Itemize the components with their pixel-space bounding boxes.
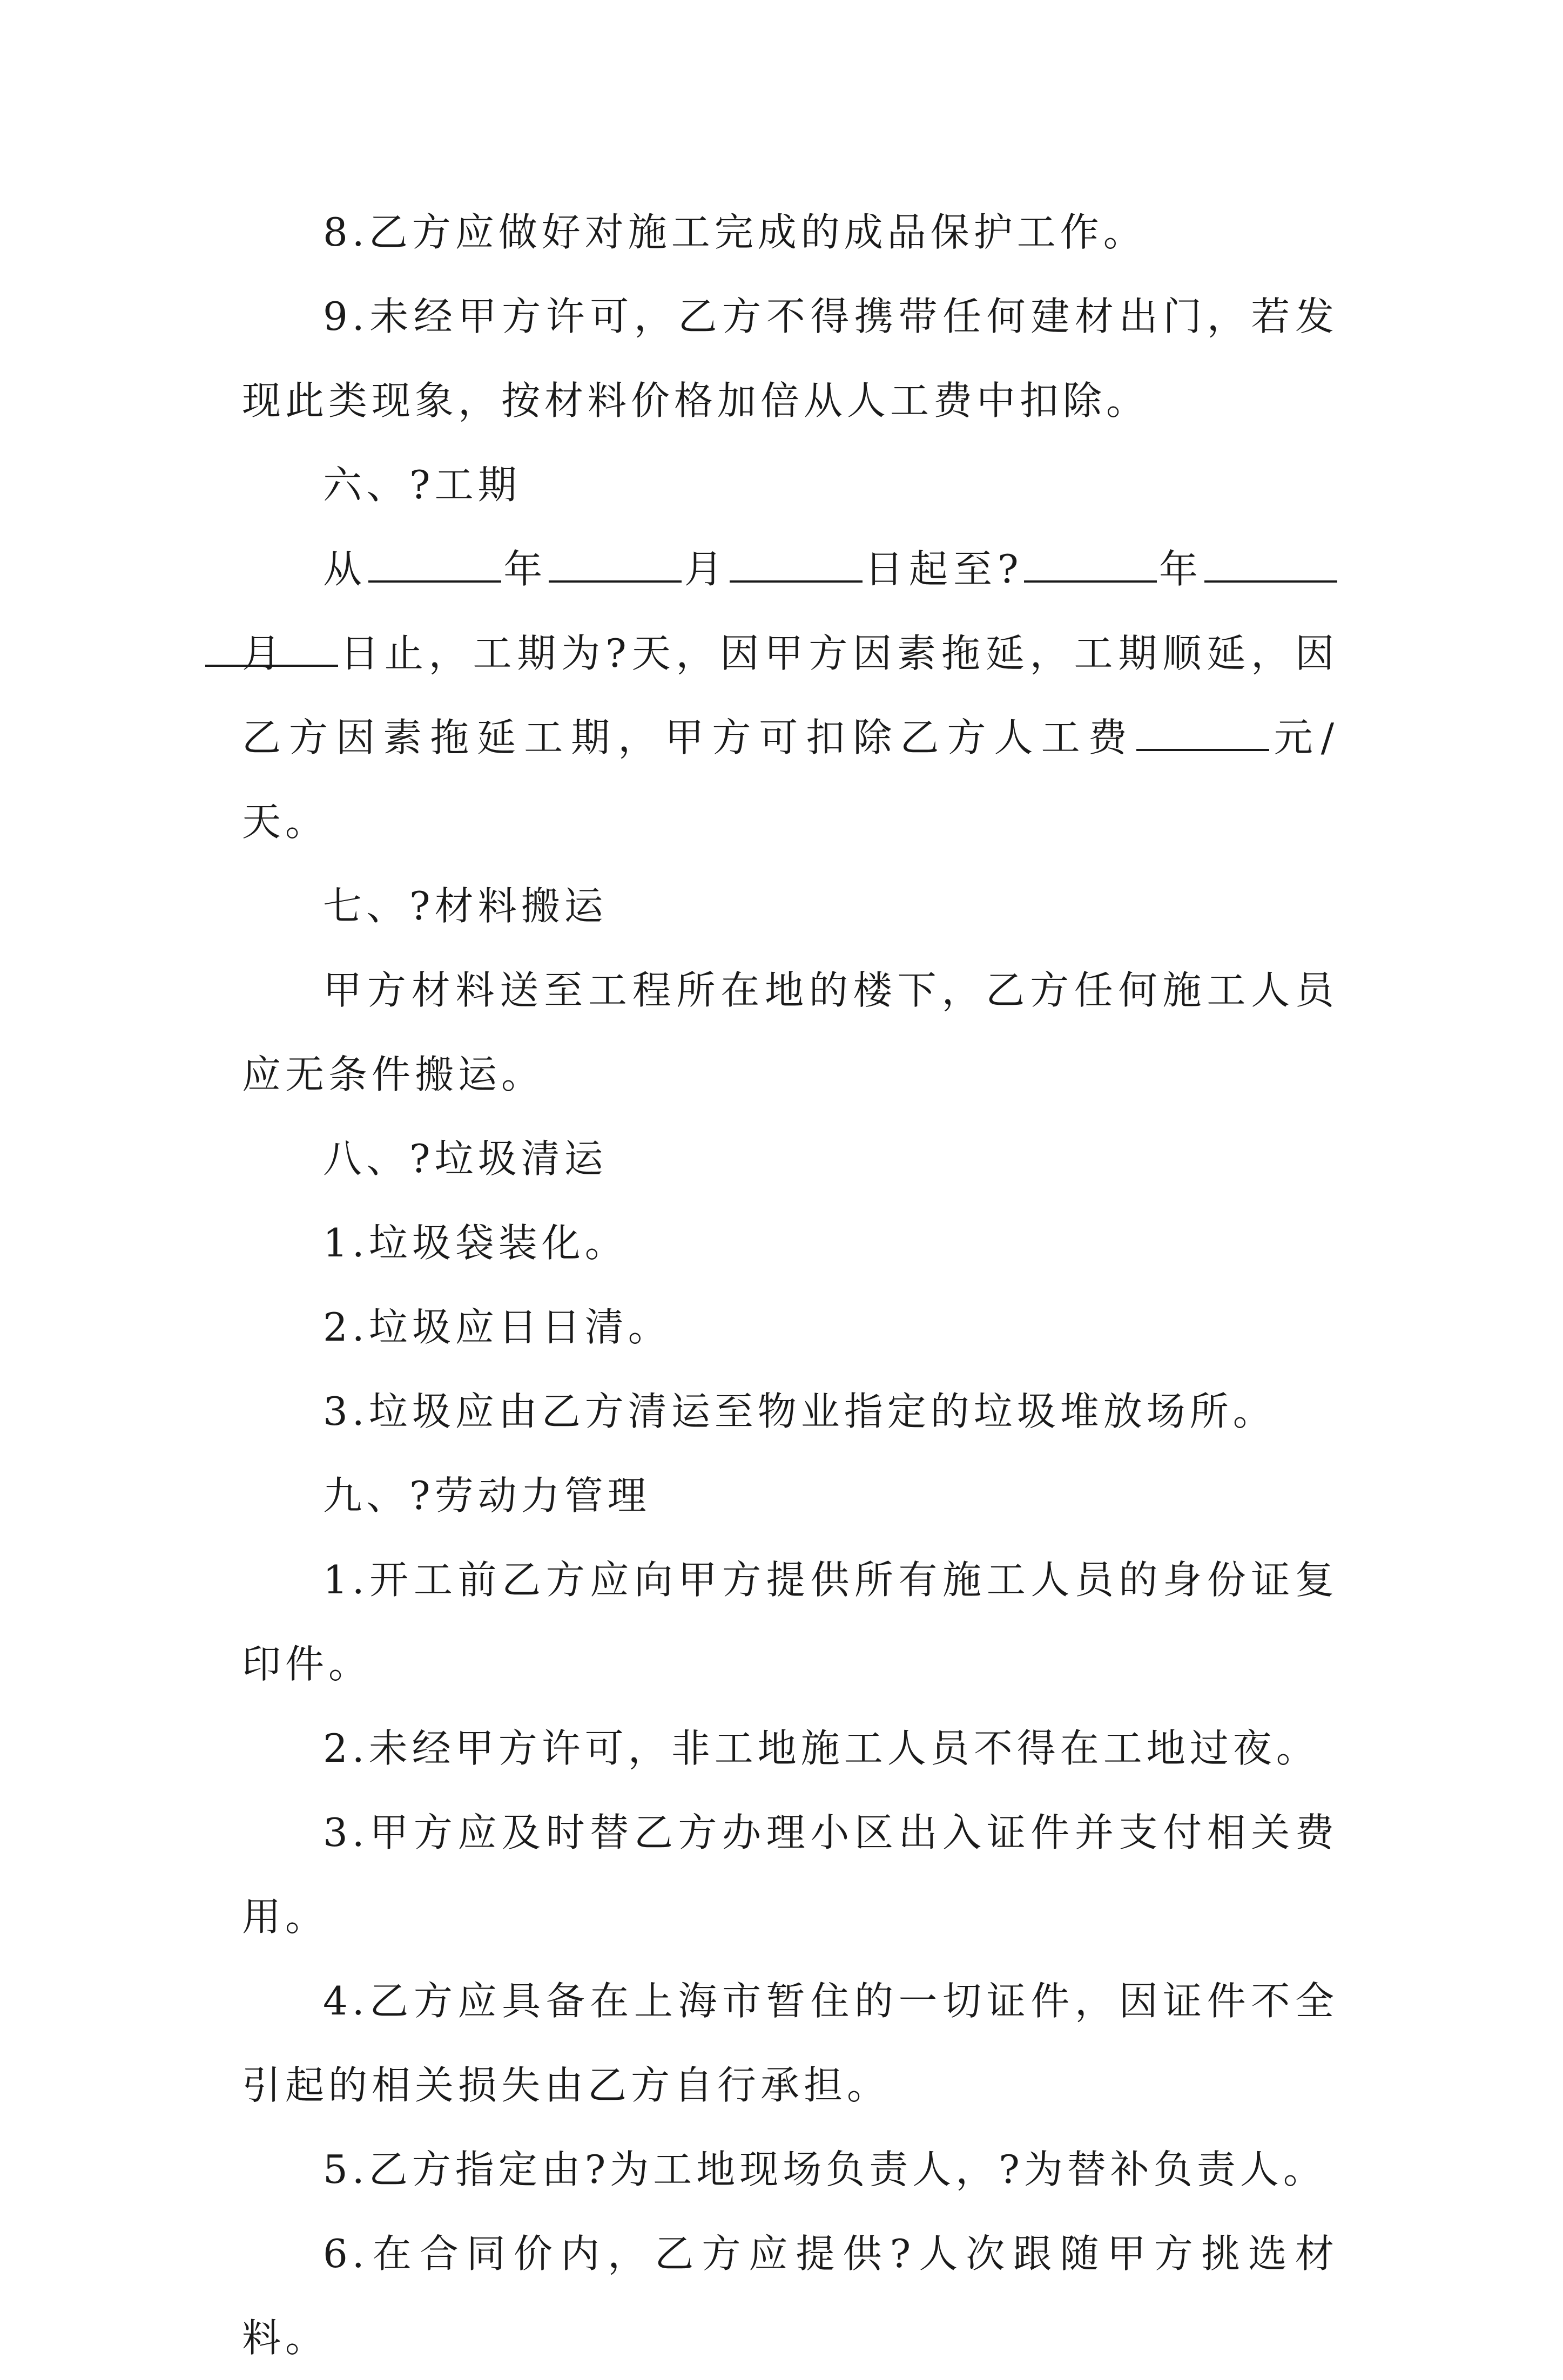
labor-clause-5: 5.乙方指定由?为工地现场负责人，?为替补负责人。 — [323, 2147, 1326, 2192]
clause-9-material-removal: 9.未经甲方许可，乙方不得携带任何建材出门，若发现此类现象，按材料价格加倍从人工费中扣除。 — [242, 294, 1338, 423]
labor-clause-2: 2.未经甲方许可，非工地施工人员不得在工地过夜。 — [323, 1726, 1319, 1771]
document-body — [242, 190, 1338, 2380]
labor-clause-4: 4.乙方应具备在上海市暂住的一切证件，因证件不全引起的相关损失由乙方自行承担。 — [242, 1978, 1338, 2108]
construction-period-paragraph — [242, 527, 1338, 864]
end-month-label: 月 — [242, 631, 286, 676]
material-transport-paragraph: 甲方材料送至工程所在地的楼下，乙方任何施工人员应无条件搬运。 — [242, 968, 1338, 1097]
start-day-label: 日起至? — [863, 546, 1023, 592]
daily-deduction-unit: 元/天。 — [242, 715, 1338, 844]
section-7-heading: 七、?材料搬运 — [323, 883, 608, 929]
end-month-blank — [1204, 548, 1337, 583]
start-month-label: 月 — [683, 546, 729, 592]
period-from-label: 从 — [323, 546, 368, 592]
end-year-label: 年 — [1157, 546, 1203, 592]
labor-clause-6: 6.在合同价内，乙方应提供?人次跟随甲方挑选材料。 — [242, 2231, 1338, 2361]
garbage-clause-2: 2.垃圾应日日清。 — [323, 1304, 671, 1350]
daily-deduction-blank — [1136, 716, 1269, 751]
end-year-blank — [1024, 548, 1157, 583]
section-8-heading: 八、?垃圾清运 — [323, 1136, 608, 1181]
start-year-blank — [368, 548, 501, 583]
start-year-label: 年 — [502, 546, 548, 592]
garbage-clause-3: 3.垃圾应由乙方清运至物业指定的垃圾堆放场所。 — [323, 1389, 1276, 1434]
labor-clause-3: 3.甲方应及时替乙方办理小区出入证件并支付相关费用。 — [242, 1810, 1338, 1939]
start-month-blank — [549, 548, 682, 583]
end-day-blank — [205, 632, 338, 667]
start-day-blank — [730, 548, 863, 583]
delay-terms-text: 日止，工期为?天，因甲方因素拖延，工期顺延，因乙方因素拖延工期，甲方可扣除乙方人工费 — [242, 631, 1338, 760]
section-9-heading: 九、?劳动力管理 — [323, 1473, 651, 1518]
clause-8-product-protection: 8.乙方应做好对施工完成的成品保护工作。 — [323, 209, 1147, 255]
garbage-clause-1: 1.垃圾袋装化。 — [323, 1220, 628, 1266]
section-6-heading: 六、?工期 — [323, 462, 521, 508]
labor-clause-1: 1.开工前乙方应向甲方提供所有施工人员的身份证复印件。 — [242, 1557, 1338, 1687]
